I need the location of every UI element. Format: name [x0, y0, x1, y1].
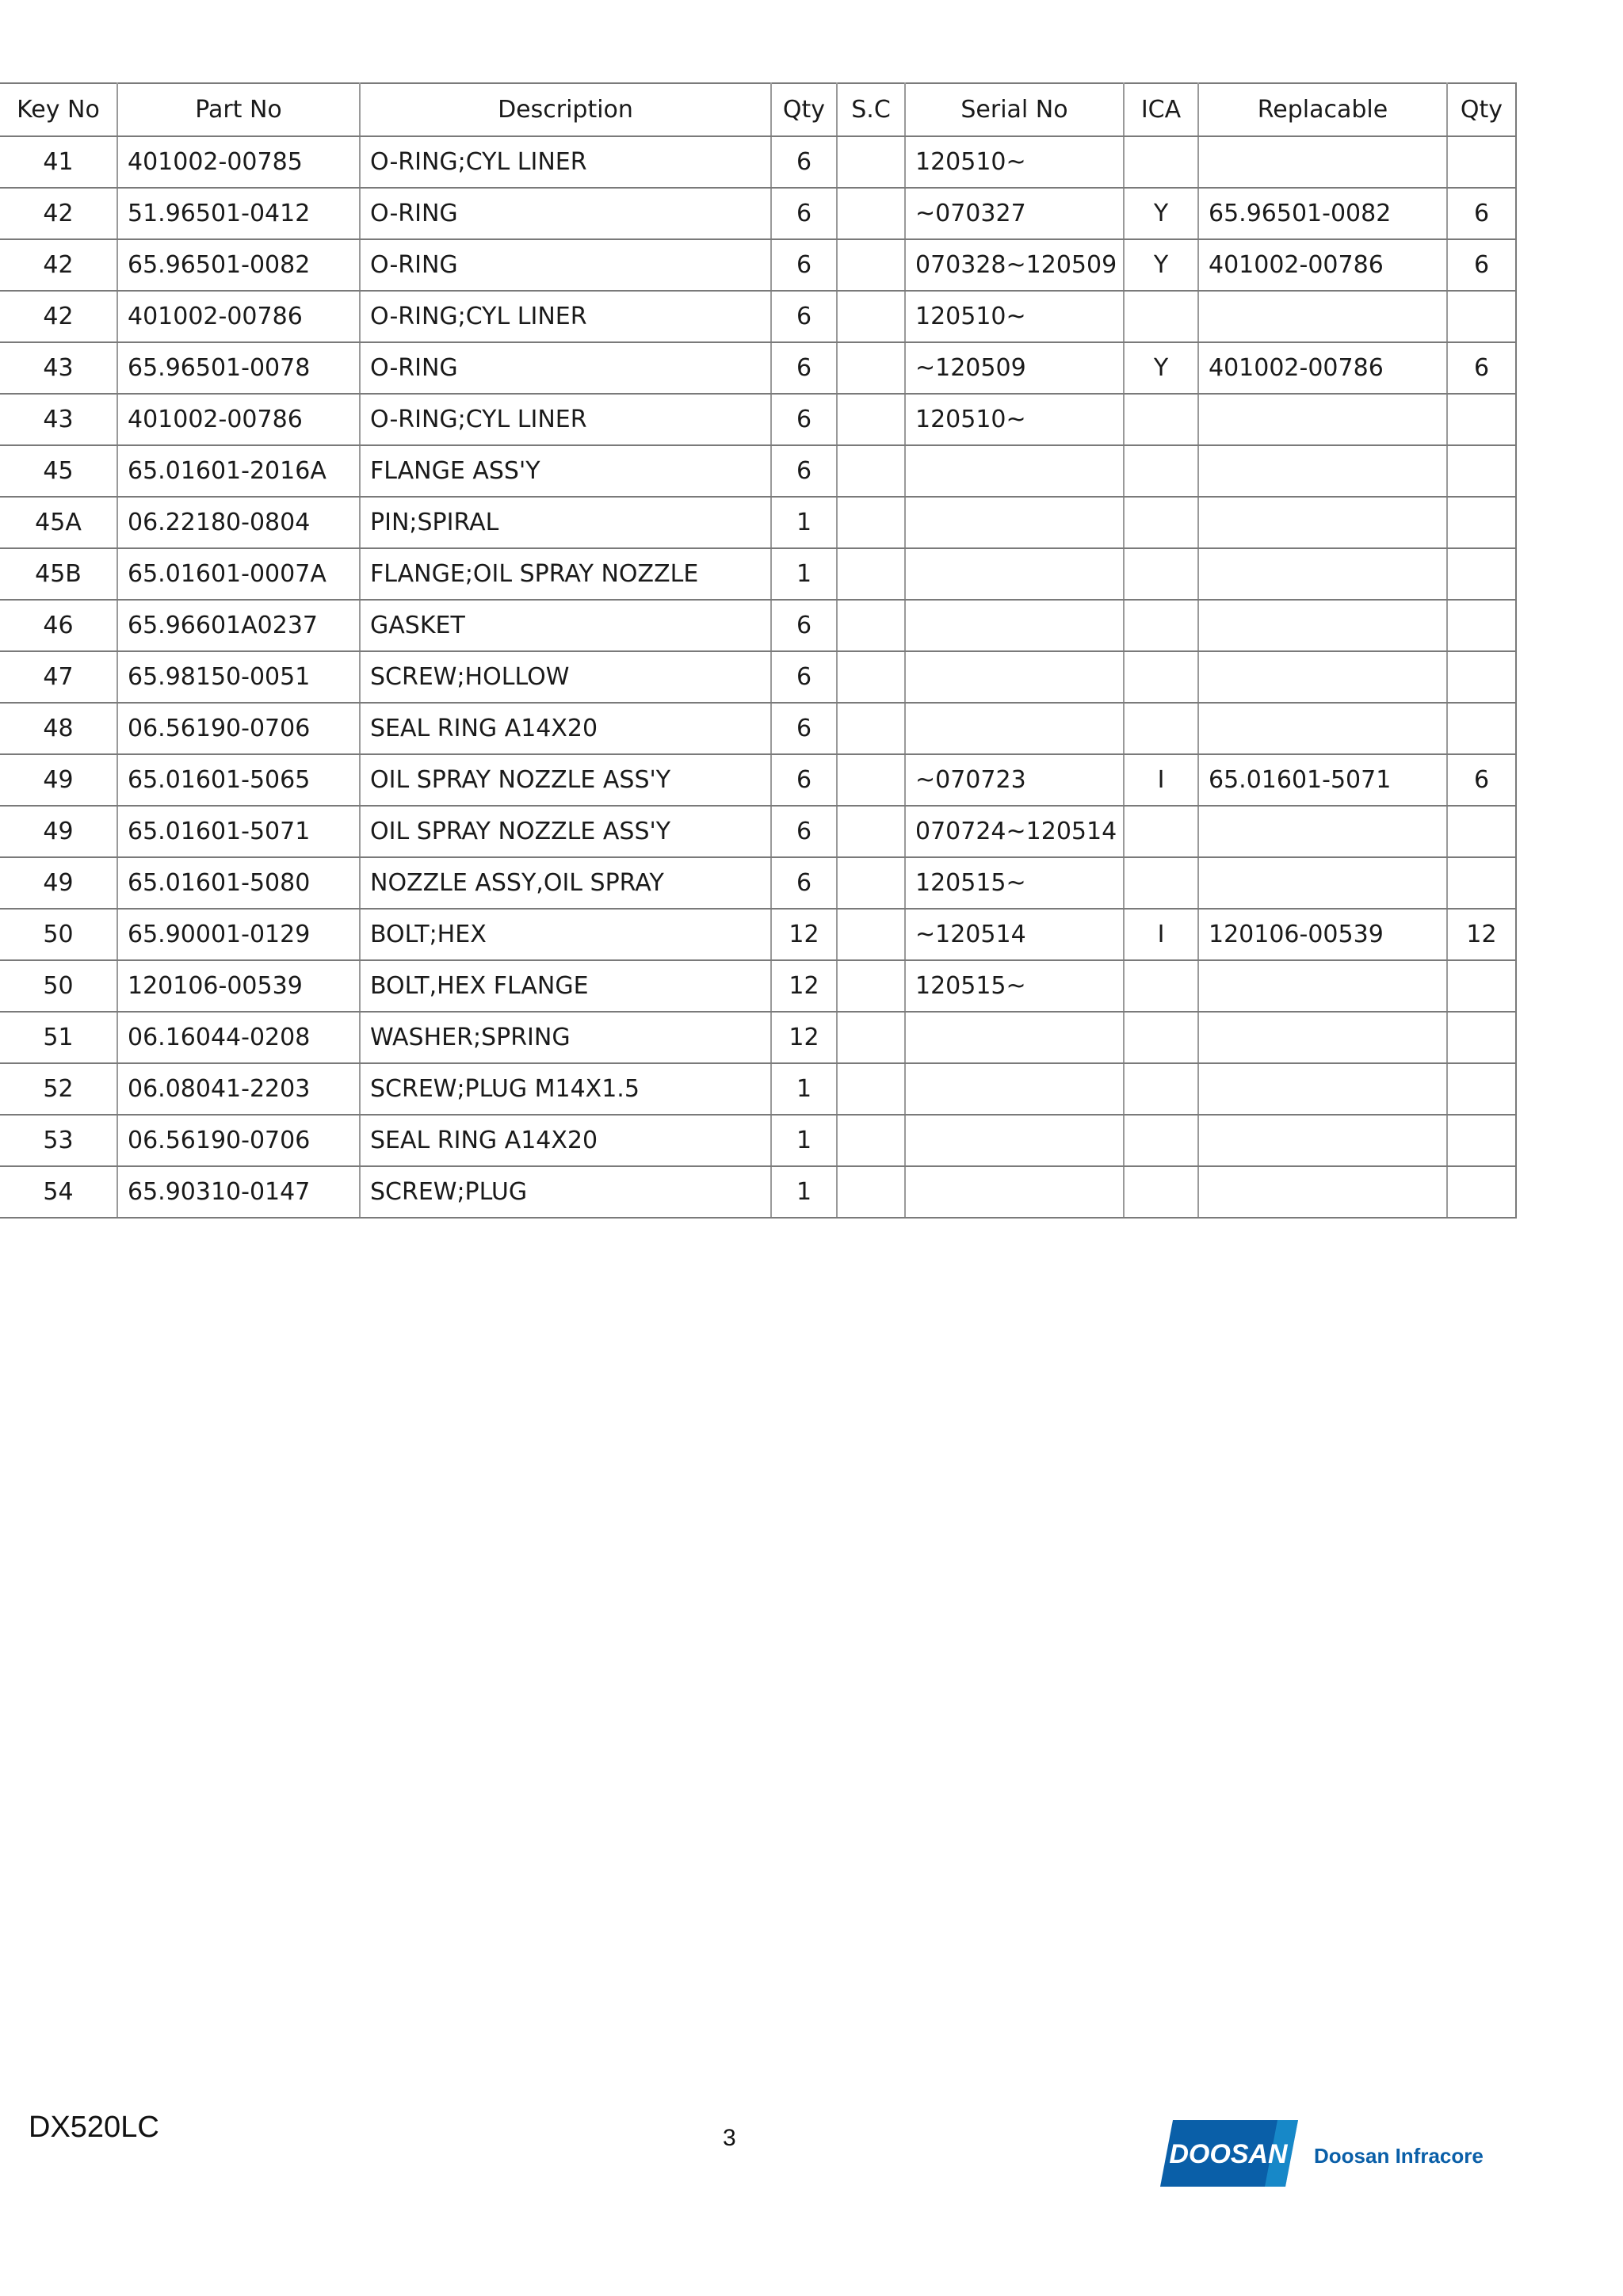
cell-description: SCREW;PLUG: [360, 1166, 771, 1218]
cell-sc: [837, 497, 905, 548]
cell-ica: [1124, 497, 1198, 548]
cell-ica: I: [1124, 754, 1198, 806]
cell-qty: 12: [771, 960, 837, 1012]
cell-key-no: 43: [0, 342, 117, 394]
cell-part-no: 06.08041-2203: [117, 1063, 360, 1115]
cell-part-no: 65.01601-0007A: [117, 548, 360, 600]
header-part-no: Part No: [117, 83, 360, 136]
cell-part-no: 65.01601-2016A: [117, 445, 360, 497]
cell-ica: [1124, 1166, 1198, 1218]
table-row: [0, 239, 1516, 291]
cell-qty: 6: [771, 651, 837, 703]
cell-description: SCREW;HOLLOW: [360, 651, 771, 703]
cell-qty: 1: [771, 1063, 837, 1115]
cell-description: NOZZLE ASSY,OIL SPRAY: [360, 857, 771, 909]
table-row: [0, 909, 1516, 960]
cell-qty: 12: [771, 909, 837, 960]
cell-description: O-RING: [360, 188, 771, 239]
cell-replacable-qty: [1447, 291, 1516, 342]
cell-serial-no: 120515~: [905, 857, 1124, 909]
cell-ica: Y: [1124, 188, 1198, 239]
cell-qty: 6: [771, 857, 837, 909]
cell-key-no: 50: [0, 909, 117, 960]
cell-serial-no: 120510~: [905, 291, 1124, 342]
cell-description: FLANGE;OIL SPRAY NOZZLE: [360, 548, 771, 600]
cell-key-no: 42: [0, 239, 117, 291]
table-row: [0, 960, 1516, 1012]
cell-ica: [1124, 1063, 1198, 1115]
cell-description: O-RING: [360, 342, 771, 394]
cell-serial-no: [905, 548, 1124, 600]
cell-replacable: [1198, 960, 1447, 1012]
cell-key-no: 51: [0, 1012, 117, 1063]
cell-key-no: 41: [0, 136, 117, 188]
cell-description: GASKET: [360, 600, 771, 651]
cell-ica: [1124, 394, 1198, 445]
cell-key-no: 54: [0, 1166, 117, 1218]
cell-key-no: 42: [0, 291, 117, 342]
cell-sc: [837, 394, 905, 445]
cell-sc: [837, 1012, 905, 1063]
cell-replacable-qty: [1447, 806, 1516, 857]
table-row: [0, 188, 1516, 239]
cell-replacable-qty: [1447, 136, 1516, 188]
cell-replacable-qty: [1447, 394, 1516, 445]
cell-description: WASHER;SPRING: [360, 1012, 771, 1063]
cell-replacable: [1198, 1063, 1447, 1115]
cell-ica: [1124, 136, 1198, 188]
cell-sc: [837, 188, 905, 239]
cell-serial-no: ~070327: [905, 188, 1124, 239]
table-row: [0, 600, 1516, 651]
cell-ica: [1124, 600, 1198, 651]
cell-sc: [837, 909, 905, 960]
cell-sc: [837, 600, 905, 651]
cell-key-no: 45A: [0, 497, 117, 548]
cell-ica: [1124, 806, 1198, 857]
cell-ica: [1124, 1012, 1198, 1063]
cell-ica: Y: [1124, 239, 1198, 291]
cell-replacable: [1198, 857, 1447, 909]
cell-replacable-qty: [1447, 600, 1516, 651]
cell-replacable-qty: 6: [1447, 239, 1516, 291]
cell-key-no: 48: [0, 703, 117, 754]
table-row: [0, 651, 1516, 703]
cell-description: O-RING;CYL LINER: [360, 394, 771, 445]
cell-replacable: 401002-00786: [1198, 239, 1447, 291]
table-row: [0, 445, 1516, 497]
cell-replacable-qty: [1447, 1115, 1516, 1166]
cell-ica: Y: [1124, 342, 1198, 394]
cell-sc: [837, 1063, 905, 1115]
table-row: [0, 291, 1516, 342]
cell-key-no: 47: [0, 651, 117, 703]
cell-qty: 6: [771, 136, 837, 188]
cell-serial-no: [905, 497, 1124, 548]
cell-description: O-RING;CYL LINER: [360, 136, 771, 188]
cell-replacable-qty: [1447, 651, 1516, 703]
cell-sc: [837, 342, 905, 394]
cell-ica: [1124, 548, 1198, 600]
cell-ica: [1124, 857, 1198, 909]
cell-ica: [1124, 291, 1198, 342]
cell-ica: I: [1124, 909, 1198, 960]
cell-qty: 6: [771, 291, 837, 342]
cell-part-no: 401002-00786: [117, 291, 360, 342]
cell-replacable-qty: [1447, 548, 1516, 600]
page-number: 3: [723, 2125, 736, 2151]
cell-replacable-qty: [1447, 445, 1516, 497]
cell-key-no: 42: [0, 188, 117, 239]
cell-sc: [837, 1166, 905, 1218]
cell-description: PIN;SPIRAL: [360, 497, 771, 548]
table-row: [0, 136, 1516, 188]
model-name: DX520LC: [29, 2111, 159, 2144]
cell-sc: [837, 548, 905, 600]
cell-sc: [837, 651, 905, 703]
table-row: [0, 754, 1516, 806]
cell-sc: [837, 445, 905, 497]
cell-key-no: 43: [0, 394, 117, 445]
header-replacable-qty: Qty: [1447, 83, 1516, 136]
cell-sc: [837, 1115, 905, 1166]
cell-replacable: [1198, 291, 1447, 342]
parts-table: [0, 82, 1517, 1219]
table-row: [0, 342, 1516, 394]
cell-replacable-qty: 12: [1447, 909, 1516, 960]
header-ica: ICA: [1124, 83, 1198, 136]
cell-key-no: 45: [0, 445, 117, 497]
doosan-infracore-text: Doosan Infracore: [1314, 2144, 1484, 2168]
cell-description: OIL SPRAY NOZZLE ASS'Y: [360, 754, 771, 806]
cell-serial-no: 070724~120514: [905, 806, 1124, 857]
cell-replacable-qty: 6: [1447, 342, 1516, 394]
cell-serial-no: [905, 600, 1124, 651]
cell-replacable-qty: [1447, 960, 1516, 1012]
table-row: [0, 1166, 1516, 1218]
cell-description: SEAL RING A14X20: [360, 703, 771, 754]
cell-qty: 6: [771, 806, 837, 857]
cell-part-no: 51.96501-0412: [117, 188, 360, 239]
cell-ica: [1124, 960, 1198, 1012]
cell-qty: 6: [771, 394, 837, 445]
cell-qty: 6: [771, 754, 837, 806]
cell-replacable: [1198, 651, 1447, 703]
cell-part-no: 65.98150-0051: [117, 651, 360, 703]
cell-part-no: 06.56190-0706: [117, 703, 360, 754]
table-row: [0, 394, 1516, 445]
cell-replacable: 120106-00539: [1198, 909, 1447, 960]
cell-sc: [837, 291, 905, 342]
cell-qty: 6: [771, 600, 837, 651]
cell-serial-no: 120510~: [905, 394, 1124, 445]
table-row: [0, 1063, 1516, 1115]
cell-replacable: [1198, 497, 1447, 548]
cell-replacable: [1198, 1166, 1447, 1218]
cell-qty: 1: [771, 1115, 837, 1166]
header-sc: S.C: [837, 83, 905, 136]
cell-part-no: 65.90001-0129: [117, 909, 360, 960]
cell-replacable: [1198, 394, 1447, 445]
header-key-no: Key No: [0, 83, 117, 136]
cell-replacable: [1198, 600, 1447, 651]
table-row: [0, 806, 1516, 857]
cell-serial-no: [905, 1012, 1124, 1063]
cell-part-no: 65.01601-5080: [117, 857, 360, 909]
table-row: [0, 1115, 1516, 1166]
cell-part-no: 65.96501-0082: [117, 239, 360, 291]
cell-replacable-qty: 6: [1447, 754, 1516, 806]
cell-replacable: [1198, 548, 1447, 600]
cell-description: SCREW;PLUG M14X1.5: [360, 1063, 771, 1115]
cell-key-no: 52: [0, 1063, 117, 1115]
cell-replacable: 65.01601-5071: [1198, 754, 1447, 806]
cell-key-no: 49: [0, 754, 117, 806]
cell-key-no: 53: [0, 1115, 117, 1166]
cell-part-no: 65.96601A0237: [117, 600, 360, 651]
cell-part-no: 06.22180-0804: [117, 497, 360, 548]
cell-ica: [1124, 445, 1198, 497]
table-row: [0, 497, 1516, 548]
cell-part-no: 401002-00786: [117, 394, 360, 445]
cell-key-no: 50: [0, 960, 117, 1012]
cell-sc: [837, 960, 905, 1012]
table-header-row: [0, 83, 1516, 136]
cell-sc: [837, 136, 905, 188]
cell-serial-no: 120515~: [905, 960, 1124, 1012]
cell-serial-no: ~120509: [905, 342, 1124, 394]
cell-sc: [837, 239, 905, 291]
cell-description: OIL SPRAY NOZZLE ASS'Y: [360, 806, 771, 857]
cell-qty: 6: [771, 342, 837, 394]
cell-serial-no: ~120514: [905, 909, 1124, 960]
cell-replacable-qty: [1447, 497, 1516, 548]
cell-qty: 6: [771, 445, 837, 497]
cell-serial-no: [905, 1115, 1124, 1166]
cell-sc: [837, 703, 905, 754]
cell-part-no: 65.90310-0147: [117, 1166, 360, 1218]
cell-replacable: 401002-00786: [1198, 342, 1447, 394]
cell-replacable: 65.96501-0082: [1198, 188, 1447, 239]
table-row: [0, 703, 1516, 754]
cell-replacable: [1198, 1012, 1447, 1063]
cell-qty: 6: [771, 239, 837, 291]
cell-replacable-qty: [1447, 703, 1516, 754]
header-qty: Qty: [771, 83, 837, 136]
cell-sc: [837, 806, 905, 857]
cell-replacable-qty: [1447, 1063, 1516, 1115]
cell-qty: 1: [771, 1166, 837, 1218]
table-row: [0, 857, 1516, 909]
cell-replacable: [1198, 806, 1447, 857]
cell-description: BOLT,HEX FLANGE: [360, 960, 771, 1012]
cell-description: O-RING;CYL LINER: [360, 291, 771, 342]
cell-serial-no: [905, 651, 1124, 703]
cell-key-no: 49: [0, 857, 117, 909]
cell-qty: 12: [771, 1012, 837, 1063]
cell-qty: 6: [771, 703, 837, 754]
cell-sc: [837, 754, 905, 806]
cell-key-no: 46: [0, 600, 117, 651]
cell-sc: [837, 857, 905, 909]
cell-ica: [1124, 651, 1198, 703]
cell-replacable-qty: 6: [1447, 188, 1516, 239]
cell-qty: 6: [771, 188, 837, 239]
cell-replacable-qty: [1447, 1012, 1516, 1063]
cell-serial-no: ~070723: [905, 754, 1124, 806]
cell-replacable: [1198, 703, 1447, 754]
cell-ica: [1124, 703, 1198, 754]
cell-part-no: 401002-00785: [117, 136, 360, 188]
cell-part-no: 65.96501-0078: [117, 342, 360, 394]
cell-description: O-RING: [360, 239, 771, 291]
cell-part-no: 06.16044-0208: [117, 1012, 360, 1063]
cell-serial-no: 120510~: [905, 136, 1124, 188]
parts-table-body: [0, 136, 1516, 1218]
header-replacable: Replacable: [1198, 83, 1447, 136]
cell-replacable: [1198, 445, 1447, 497]
cell-part-no: 65.01601-5071: [117, 806, 360, 857]
cell-ica: [1124, 1115, 1198, 1166]
cell-serial-no: 070328~120509: [905, 239, 1124, 291]
cell-key-no: 45B: [0, 548, 117, 600]
header-serial-no: Serial No: [905, 83, 1124, 136]
cell-serial-no: [905, 703, 1124, 754]
cell-description: BOLT;HEX: [360, 909, 771, 960]
cell-part-no: 120106-00539: [117, 960, 360, 1012]
cell-qty: 1: [771, 497, 837, 548]
cell-replacable-qty: [1447, 857, 1516, 909]
header-description: Description: [360, 83, 771, 136]
table-row: [0, 548, 1516, 600]
table-row: [0, 1012, 1516, 1063]
cell-description: FLANGE ASS'Y: [360, 445, 771, 497]
doosan-logo-wordmark: DOOSAN: [1169, 2139, 1288, 2169]
cell-replacable: [1198, 136, 1447, 188]
cell-replacable: [1198, 1115, 1447, 1166]
cell-serial-no: [905, 1063, 1124, 1115]
cell-serial-no: [905, 445, 1124, 497]
cell-serial-no: [905, 1166, 1124, 1218]
cell-part-no: 65.01601-5065: [117, 754, 360, 806]
cell-description: SEAL RING A14X20: [360, 1115, 771, 1166]
cell-qty: 1: [771, 548, 837, 600]
cell-replacable-qty: [1447, 1166, 1516, 1218]
cell-part-no: 06.56190-0706: [117, 1115, 360, 1166]
cell-key-no: 49: [0, 806, 117, 857]
doosan-logo: [1159, 2114, 1491, 2193]
